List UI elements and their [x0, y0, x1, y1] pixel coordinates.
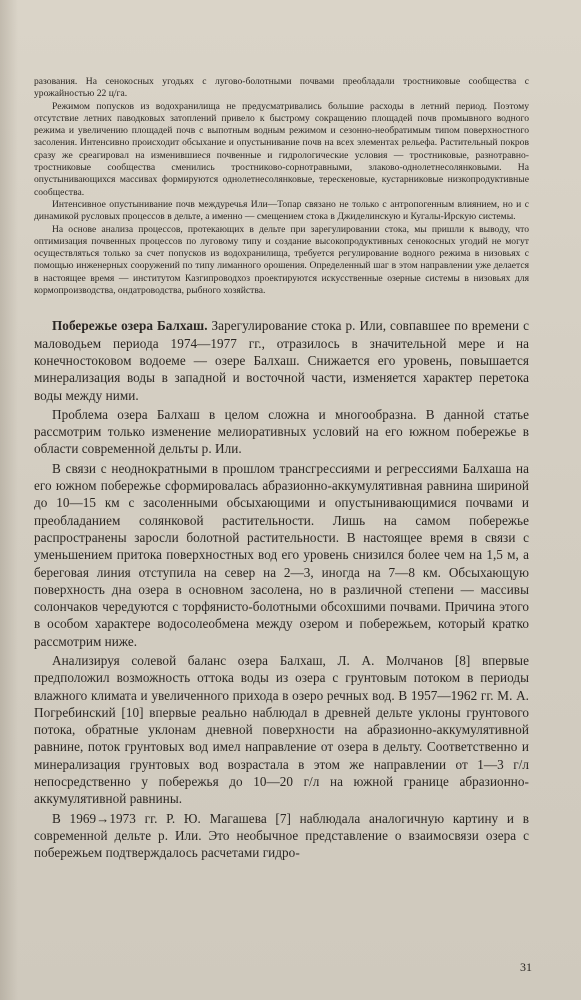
paragraph-reservoir-releases: Режимом попусков из водохранилища не предусматривались большие расходы в летний период. Поэтому отсутствие летних паводковых затоплений привело к быстрому сокращению площадей почв промывного водного режима и увеличению площадей почв с выпотным водным режимом и сезонно-необратимым типом поверхностного засоления. Интенсивно происходит обсыхание и опустынивание почв на всех элементах рельефа. Растительный покров сразу же среагировал на изменившиеся почвенные и гидрологические условия — тростниковые, разнотравно-тростниковые сообщества сменились тростниково-сорнотравными, злаково-однолетнесолянковыми. На опустынивающихся массивах формируются однолетнесолянковые, терескеновые, кустарниковые низкопродуктивные сообщества. [34, 100, 529, 198]
small-print-section [34, 76, 529, 297]
paragraph-magasheva: В 1969→1973 гг. Р. Ю. Магашева [7] наблюдала аналогичную картину и в современной дельте р. Или. Это необычное представление о взаимосвязи озера с побережьем подтверждалось расчетами гидро- [34, 810, 529, 861]
paragraph-salt-balance: Анализируя солевой баланс озера Балхаш, Л. А. Молчанов [8] впервые предположил возможность оттока воды из озера с грунтовым потоком в периоды влажного климата и увеличенного прихода в озеро речных вод. В 1957—1962 гг. М. А. Погребинский [10] впервые реально наблюдал в древней дельте уклоны грунтового потока, обратные уклонам дневной поверхности на абразионно-аккумулятивной равнине, поток грунтовых вод имел направление от озера в дельту. Соответственно и минерализация грунтовых вод возрастала в этом же направлении от 1—3 г/л непосредственно у побережья до 10—20 г/л на южной границе абразионно-аккумулятивной равнины. [34, 652, 529, 807]
section-heading: Побережье озера Балхаш. [52, 318, 208, 334]
paragraph-desertification: Интенсивное опустынивание почв междуречья Или—Топар связано не только с антропогенным влиянием, но и с динамикой русловых процессов в дельте, а именно — смещением стока в Джиделинскую и Кугалы-Ирскую системы. [34, 198, 529, 223]
paragraph-balkhash-intro-text: Зарегулирование стока р. Или, совпавшее по времени с маловодьем периода 1974—1977 гг., отразилось в значительной мере и на конечностоковом водоеме — озере Балхаш. Снижается его уровень, повышается минерализация воды в западной и восточной части, изменяется характер перетока воды между ними. [34, 318, 529, 403]
page-number: 31 [520, 960, 532, 974]
paragraph-problem: Проблема озера Балхаш в целом сложна и многообразна. В данной статье рассмотрим только изменение мелиоративных условий на его южном побережье в области современной дельты р. Или. [34, 406, 529, 457]
paragraph-balkhash-intro [34, 317, 529, 403]
paragraph-conclusion: На основе анализа процессов, протекающих в дельте при зарегулировании стока, мы пришли к выводу, что оптимизация почвенных процессов по луговому типу и создание высокопродуктивных сенокосных угодий не могут осуществляться только за счет попусков из водохранилища, требуется регулирование водного режима в низовьях с помощью инженерных сооружений по типу лиманного орошения. Определенный шаг в этом направлении уже делается в настоящее время — институтом Казгипроводхоз проектируются искусственные озерные системы в низовьях для кормопроизводства, ондатроводства, рыбного хозяйства. [34, 223, 529, 297]
paragraph-continuation: разования. На сенокосных угодьях с лугово-болотными почвами преобладали тростниковые сообщества с урожайностью 22 ц/га. [34, 76, 529, 100]
main-text-section [34, 317, 529, 861]
paragraph-transgressions: В связи с неоднократными в прошлом трансгрессиями и регрессиями Балхаша на его южном побережье сформировалась абразионно-аккумулятивная равнина шириной до 10—15 км с засоленными обсыхающими и опустынивающимися почвами и преобладанием солянковой растительности. Лишь на самом побережье распространены заросли болотной растительности. В настоящее время в связи с уменьшением притока поверхностных вод его уровень снизился более чем на 1,5 м, а береговая линия отступила на север на 2—3, иногда на 7—8 км. Обсыхающую поверхность дна озера в основном засолена, но в различной степени — массивы солончаков чередуются с торфянисто-болотными обсохшими почвами. Причина этого в особом характере водосолеобмена между озером и побережьем, который кратко рассмотрим ниже. [34, 460, 529, 649]
